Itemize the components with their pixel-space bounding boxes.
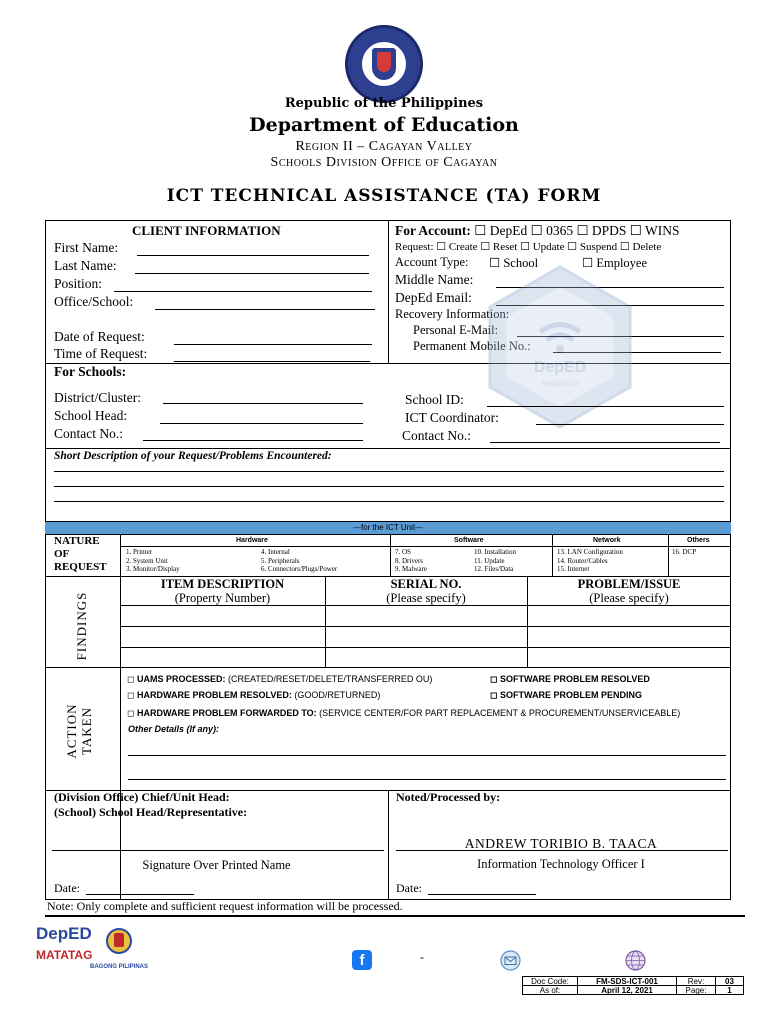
description-line-2[interactable] — [54, 486, 724, 487]
noted-by-heading: Noted/Processed by: — [396, 790, 501, 804]
last-name-field[interactable] — [135, 273, 369, 274]
account-type-school[interactable]: ☐ School — [489, 256, 539, 270]
email-icon[interactable] — [500, 950, 521, 971]
ict-unit-bar — [45, 521, 731, 535]
left-signature-caption: Signature Over Printed Name — [142, 858, 291, 872]
republic-line: Republic of the Philippines — [284, 96, 484, 111]
ict-coordinator-label: ICT Coordinator: — [405, 410, 499, 425]
hardware-list-1: 1. Printer 2. System Unit 3. Monitor/Display — [126, 548, 180, 573]
rev-value: 03 — [715, 976, 744, 986]
ict-unit-bar-text: ---for the ICT Unit--- — [352, 523, 424, 532]
hw-resolved-option[interactable]: ◻ HARDWARE PROBLEM RESOLVED: (GOOD/RETURNED) — [127, 690, 381, 700]
left-signature-line[interactable] — [52, 850, 384, 851]
others-heading: Others — [687, 537, 710, 544]
right-date-field[interactable] — [428, 894, 536, 895]
hw-forwarded-option[interactable]: ◻ HARDWARE PROBLEM FORWARDED TO: (SERVICE CENTER/FOR PART REPLACEMENT & PROCUREMENT/UNSERVICEABLE) — [127, 708, 681, 718]
school-head-field[interactable] — [160, 423, 363, 424]
noted-by-position: Information Technology Officer I — [477, 857, 645, 871]
date-request-label: Date of Request: — [54, 329, 145, 344]
as-of-label: As of: — [522, 985, 578, 995]
left-date-field[interactable] — [86, 894, 194, 895]
deped-seal — [345, 25, 423, 103]
noted-by-name: ANDREW TORIBIO B. TAACA — [464, 836, 658, 851]
page-label: Page: — [676, 985, 716, 995]
position-field[interactable] — [114, 291, 372, 292]
office-school-field[interactable] — [155, 309, 375, 310]
website-globe-icon[interactable] — [625, 950, 646, 971]
request-options[interactable]: ☐ Create ☐ Reset ☐ Update ☐ Suspend ☐ Delete — [436, 241, 662, 253]
personal-email-label: Personal E-Mail: — [413, 323, 499, 337]
contact-left-label: Contact No.: — [54, 426, 123, 441]
for-account-label: For Account: — [395, 223, 471, 238]
deped-email-label: DepEd Email: — [395, 290, 472, 305]
hardware-heading: Hardware — [236, 537, 268, 544]
other-details-line-1[interactable] — [128, 755, 726, 756]
software-heading: Software — [454, 537, 484, 544]
page-value: 1 — [715, 985, 744, 995]
watermark-text: DepED — [533, 359, 587, 376]
sw-pending-option[interactable]: ◻ SOFTWARE PROBLEM PENDING — [490, 690, 642, 700]
first-name-label: First Name: — [54, 240, 119, 255]
facebook-icon[interactable]: f — [352, 950, 372, 970]
software-list-2: 10. Installation 11. Update 12. Files/Data — [474, 548, 516, 573]
account-type-label: Account Type: — [395, 255, 469, 269]
software-list-1: 7. OS 8. Drivers 9. Malware — [395, 548, 427, 573]
problem-issue-header: PROBLEM/ISSUE (Please specify) — [577, 577, 681, 605]
last-name-label: Last Name: — [54, 258, 117, 273]
client-info-heading: CLIENT INFORMATION — [132, 223, 281, 238]
description-label: Short Description of your Request/Problems Encountered: — [54, 450, 332, 462]
watermark-region: REGION 02 — [541, 381, 579, 388]
division-line: Schools Division Office of Cagayan — [270, 155, 498, 170]
network-list: 13. LAN Configuration 14. Router/Cables 15. Internet — [557, 548, 623, 573]
district-field[interactable] — [163, 403, 363, 404]
description-line-3[interactable] — [54, 501, 724, 502]
for-schools-heading: For Schools: — [54, 364, 127, 379]
region-line: Region II – Cagayan Valley — [295, 139, 473, 154]
middle-name-label: Middle Name: — [395, 272, 474, 287]
left-signatory-title: (Division Office) Chief/Unit Head: (School) School Head/Representative: — [54, 790, 248, 819]
contact-left-field[interactable] — [143, 440, 363, 441]
note-text: Note: Only complete and sufficient request information will be processed. — [47, 899, 403, 913]
school-id-label: School ID: — [405, 392, 464, 407]
permanent-mobile-label: Permanent Mobile No.: — [413, 339, 531, 353]
account-type-employee[interactable]: ☐ Employee — [582, 256, 648, 270]
time-request-field[interactable] — [174, 361, 370, 362]
school-head-label: School Head: — [54, 408, 128, 423]
contact-right-field[interactable] — [490, 442, 720, 443]
for-account-options[interactable]: ☐ DepEd ☐ 0365 ☐ DPDS ☐ WINS — [474, 223, 680, 238]
department-title: Department of Education — [249, 114, 519, 136]
doc-code-label: Doc Code: — [522, 976, 578, 986]
deped-matatag-logo: DepED MATATAG BAGONG PILIPINAS — [36, 924, 149, 970]
item-description-header: ITEM DESCRIPTION (Property Number) — [160, 577, 285, 605]
sw-resolved-option[interactable]: ◻ SOFTWARE PROBLEM RESOLVED — [490, 674, 650, 684]
action-taken-side-label: ACTION TAKEN — [64, 703, 94, 759]
doc-code-value: FM-SDS-ICT-001 — [577, 976, 677, 986]
rev-label: Rev: — [676, 976, 716, 986]
uams-processed-option[interactable]: ◻ UAMS PROCESSED: (CREATED/RESET/DELETE/TRANSFERRED OU) — [127, 674, 433, 684]
district-label: District/Cluster: — [54, 390, 141, 405]
description-line-1[interactable] — [54, 471, 724, 472]
first-name-field[interactable] — [137, 255, 369, 256]
network-heading: Network — [593, 537, 621, 544]
others-list: 16. DCP — [672, 548, 697, 556]
ict-coordinator-field[interactable] — [536, 424, 724, 425]
other-details-line-2[interactable] — [128, 779, 726, 780]
right-date-label: Date: — [396, 881, 422, 895]
facebook-dash: - — [420, 950, 424, 964]
serial-no-header: SERIAL NO. (Please specify) — [386, 577, 466, 605]
time-request-label: Time of Request: — [54, 346, 148, 361]
findings-side-label: FINDINGS — [74, 591, 89, 661]
contact-right-label: Contact No.: — [402, 428, 471, 443]
request-label: Request: — [395, 241, 434, 253]
position-label: Position: — [54, 276, 103, 291]
other-details-label: Other Details (If any): — [128, 724, 220, 734]
nature-label: NATURE OF REQUEST — [54, 535, 107, 573]
school-id-field[interactable] — [487, 406, 724, 407]
recovery-label: Recovery Information: — [395, 307, 510, 321]
left-date-label: Date: — [54, 881, 80, 895]
form-title: ICT TECHNICAL ASSISTANCE (TA) FORM — [166, 186, 602, 206]
date-request-field[interactable] — [174, 344, 372, 345]
office-school-label: Office/School: — [54, 294, 134, 309]
as-of-value: April 12, 2021 — [577, 985, 677, 995]
hardware-list-2: 4. Internal 5. Peripherals 6. Connectors/Plugs/Power — [261, 548, 338, 573]
